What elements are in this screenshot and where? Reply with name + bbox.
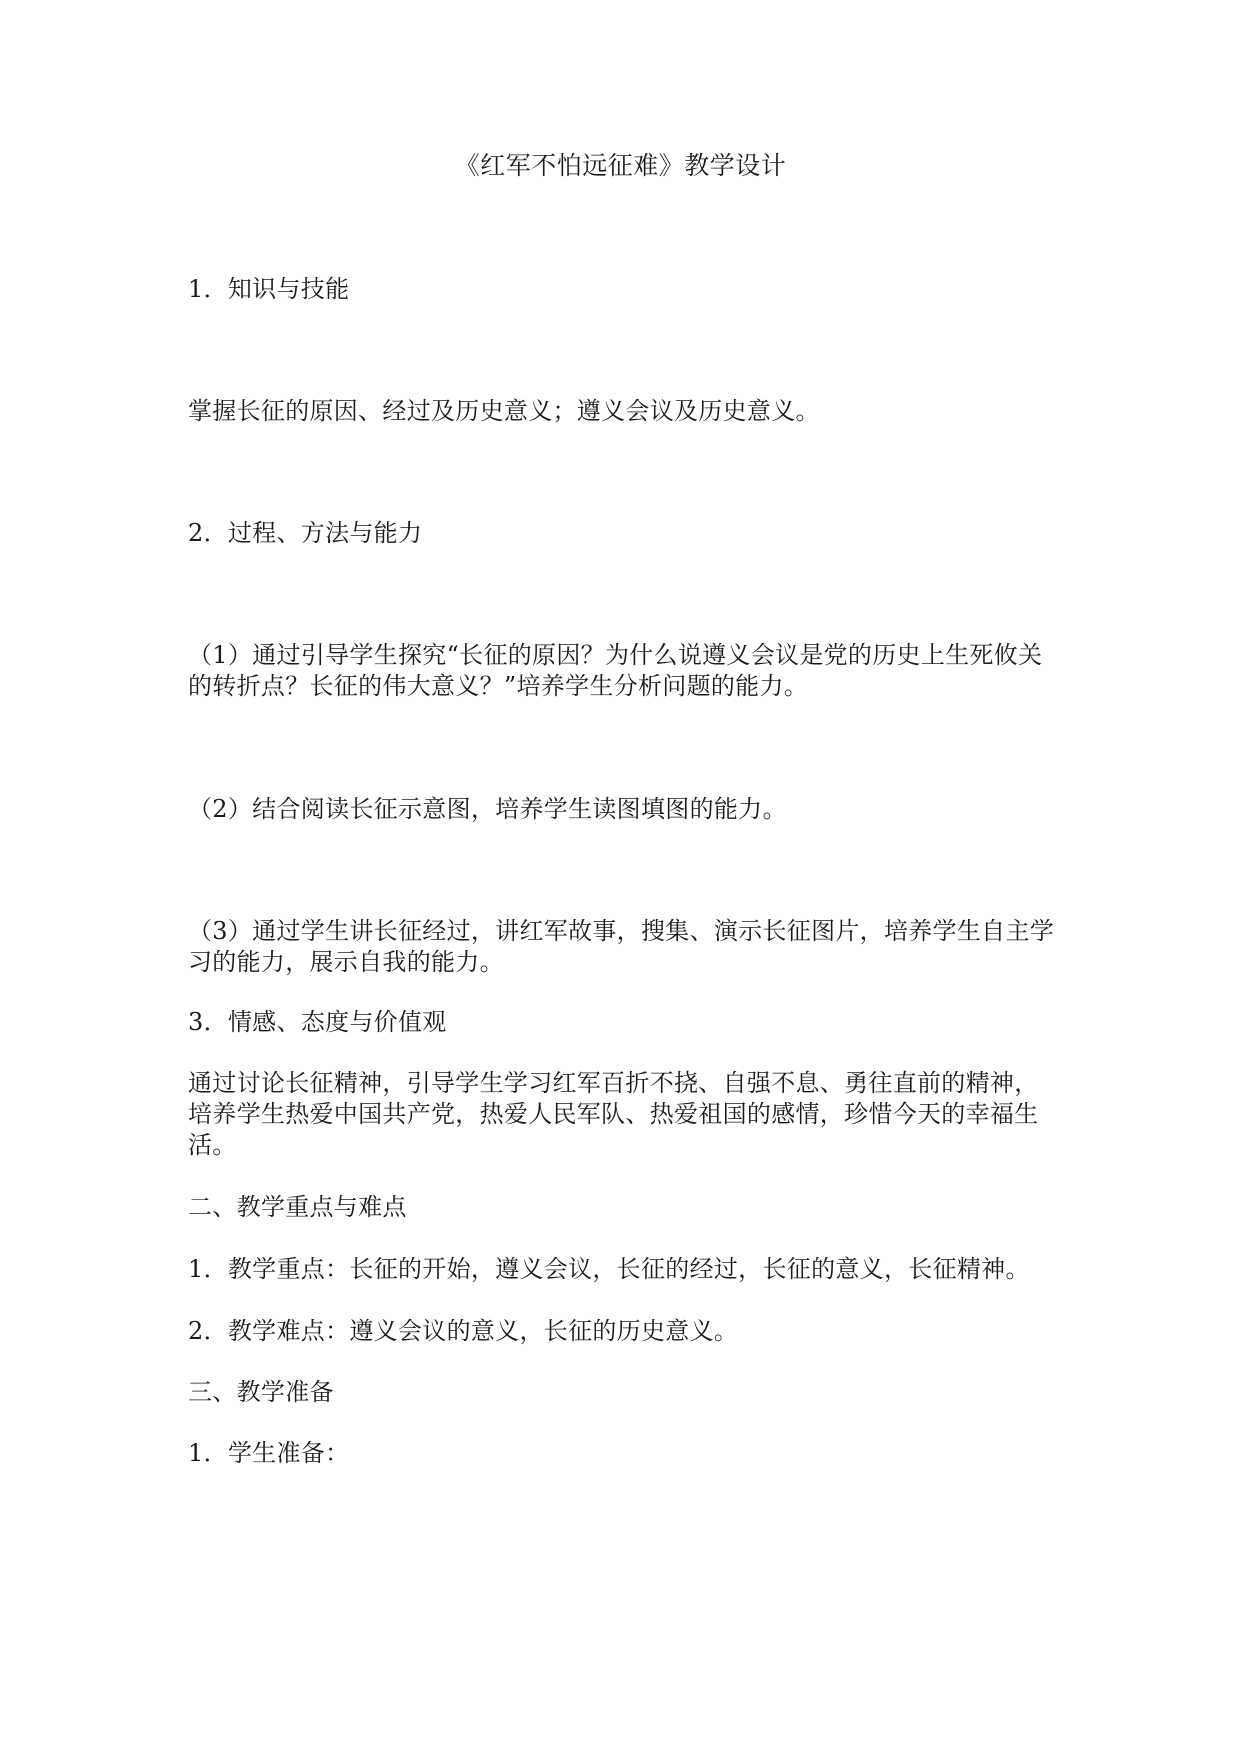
paragraph-student-preparation: 1．学生准备： xyxy=(188,1439,350,1467)
paragraph-difficult-point: 2．教学难点：遵义会议的意义，长征的历史意义。 xyxy=(188,1317,739,1345)
paragraph-knowledge-content: 掌握长征的原因、经过及历史意义；遵义会议及历史意义。 xyxy=(188,397,820,425)
document-title: 《红军不怕远征难》教学设计 xyxy=(454,151,787,180)
paragraph-item-2: （2）结合阅读长征示意图，培养学生读图填图的能力。 xyxy=(188,795,787,823)
paragraph-item-3: （3）通过学生讲长征经过，讲红军故事，搜集、演示长征图片，培养学生自主学习的能力，展示自我的能力。 xyxy=(188,917,1055,976)
heading-key-points: 二、教学重点与难点 xyxy=(188,1193,407,1221)
paragraph-item-1: （1）通过引导学生探究“长征的原因？为什么说遵义会议是党的历史上生死攸关的转折点？长征的伟大意义？”培养学生分析问题的能力。 xyxy=(188,641,1043,700)
paragraph-emotion-content: 通过讨论长征精神，引导学生学习红军百折不挠、自强不息、勇往直前的精神，培养学生热爱中国共产党，热爱人民军队、热爱祖国的感情，珍惜今天的幸福生活。 xyxy=(188,1069,1039,1159)
paragraph-key-point: 1．教学重点：长征的开始，遵义会议，长征的经过，长征的意义，长征精神。 xyxy=(188,1255,1030,1283)
heading-knowledge-skills: 1．知识与技能 xyxy=(188,275,350,303)
heading-preparation: 三、教学准备 xyxy=(188,1378,334,1406)
heading-process-methods: 2．过程、方法与能力 xyxy=(188,519,423,547)
heading-emotion-values: 3．情感、态度与价值观 xyxy=(188,1008,447,1036)
